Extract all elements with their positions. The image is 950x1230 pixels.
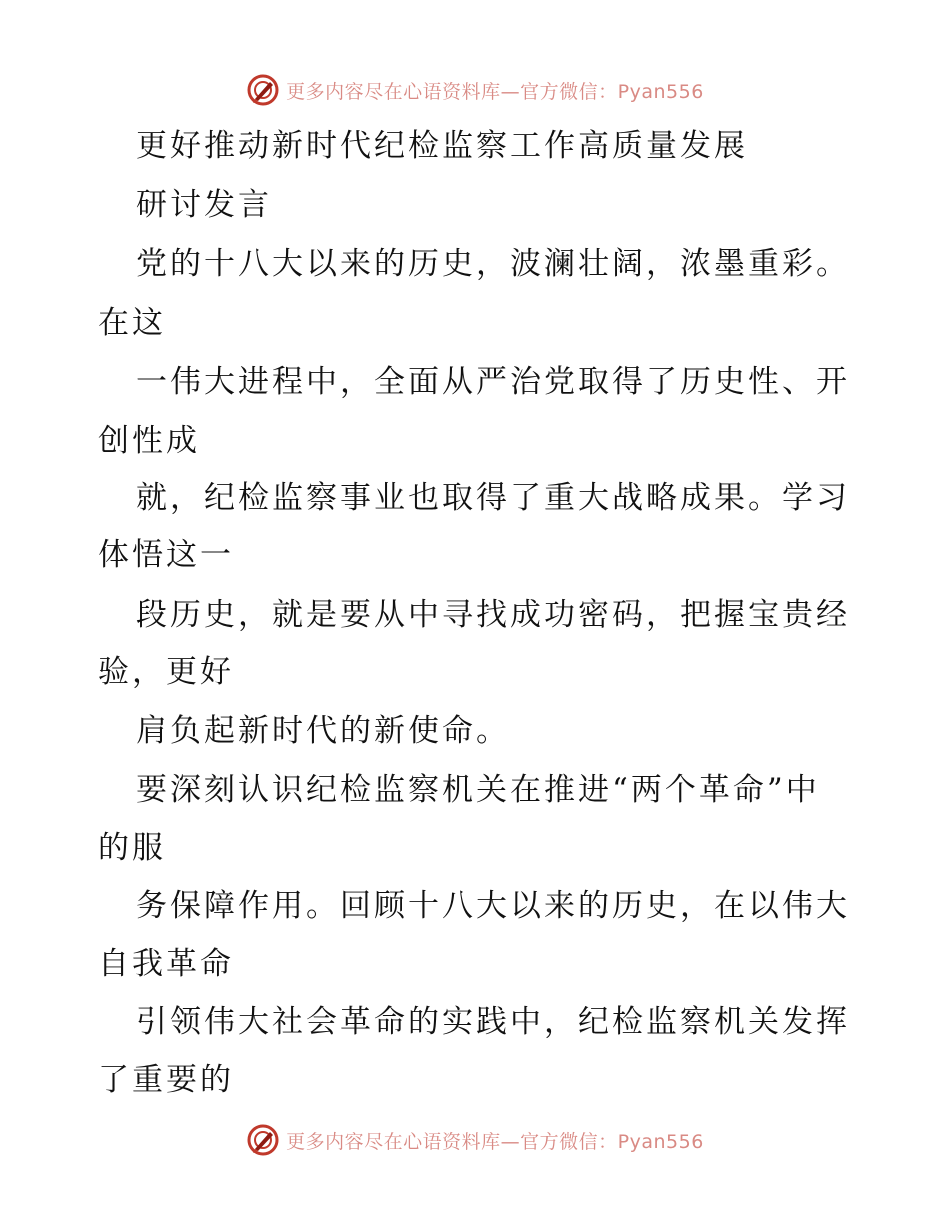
paragraph-line: 肩负起新时代的新使命。: [136, 713, 510, 749]
pen-logo-icon: [246, 73, 280, 107]
paragraph-line: 的服: [98, 830, 166, 866]
watermark-text: 更多内容尽在心语资料库—官方微信：Pyan556: [286, 1130, 704, 1153]
paragraph-line: 自我革命: [98, 946, 234, 982]
paragraph-line: 一伟大进程中，全面从严治党取得了历史性、开: [136, 364, 850, 400]
paragraph-line: 务保障作用。回顾十八大以来的历史，在以伟大: [136, 888, 850, 924]
paragraph-line: 段历史，就是要从中寻找成功密码，把握宝贵经: [136, 597, 850, 633]
watermark-text: 更多内容尽在心语资料库—官方微信：Pyan556: [286, 80, 704, 103]
header-watermark: [0, 70, 950, 110]
document-subtitle: 研讨发言: [136, 187, 272, 223]
document-title: 更好推动新时代纪检监察工作高质量发展: [136, 128, 748, 164]
paragraph-line: 党的十八大以来的历史，波澜壮阔，浓墨重彩。: [136, 246, 850, 282]
pen-logo-icon: [246, 1123, 280, 1157]
paragraph-line: 在这: [98, 305, 166, 341]
paragraph-line: 了重要的: [98, 1062, 234, 1098]
paragraph-line: 验，更好: [98, 654, 234, 690]
paragraph-line: 要深刻认识纪检监察机关在推进“两个革命”中: [136, 772, 820, 808]
paragraph-line: 就，纪检监察事业也取得了重大战略成果。学习: [136, 480, 850, 516]
paragraph-line: 体悟这一: [98, 537, 234, 573]
footer-watermark: [0, 1120, 950, 1160]
paragraph-line: 创性成: [98, 423, 200, 459]
paragraph-line: 引领伟大社会革命的实践中，纪检监察机关发挥: [136, 1004, 850, 1040]
